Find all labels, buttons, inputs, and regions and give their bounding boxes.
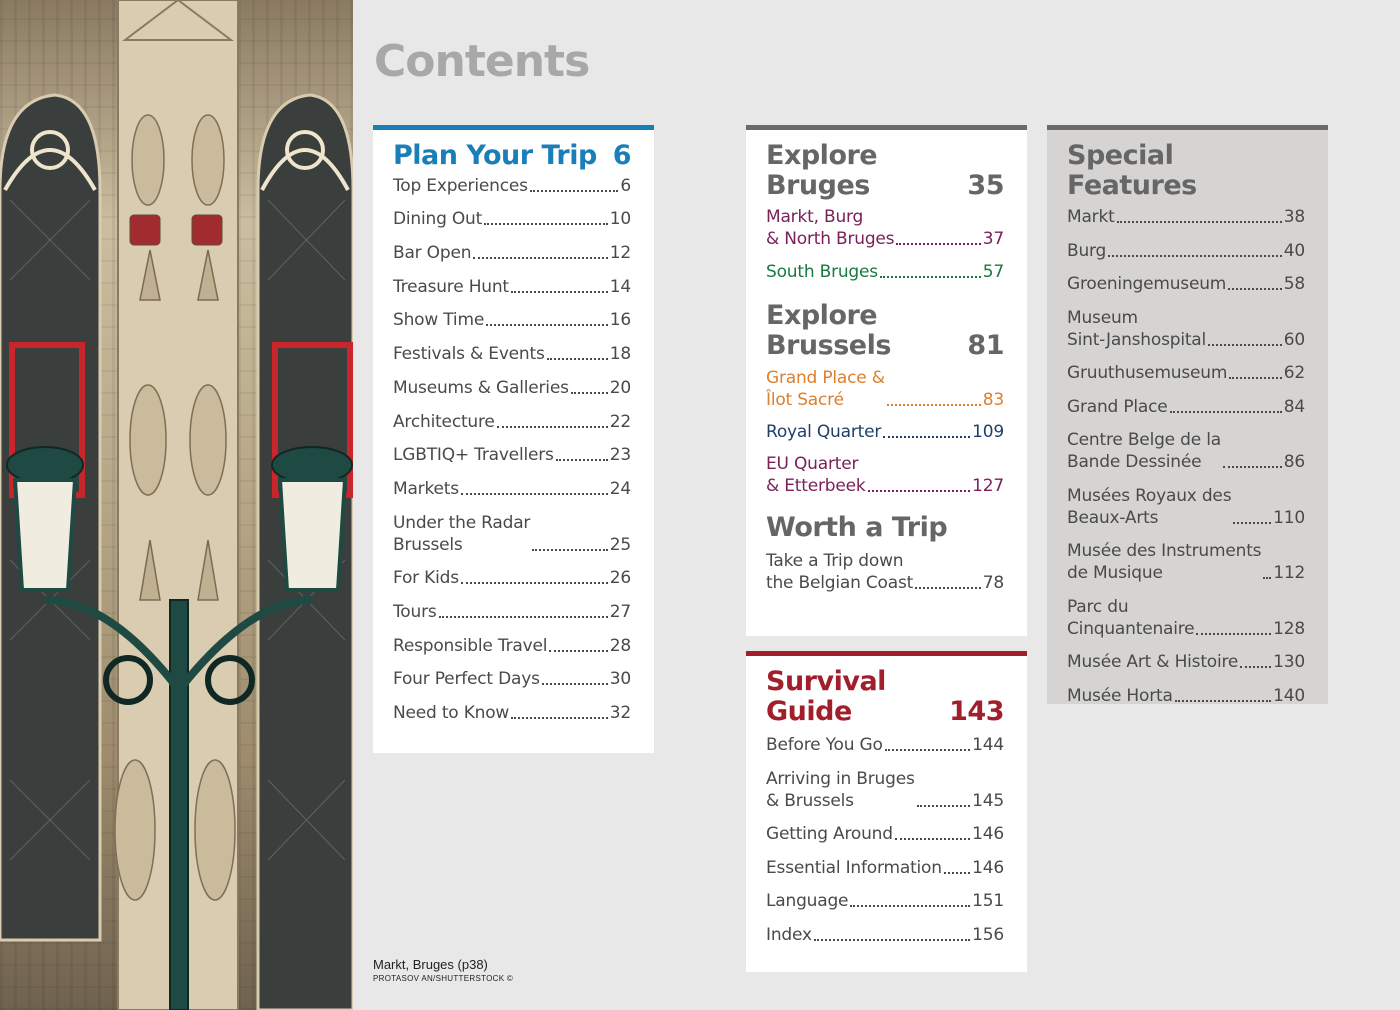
toc-entry-page: 23 bbox=[609, 445, 631, 466]
toc-entry-title: Dining Out bbox=[393, 209, 483, 230]
toc-entry-title: Grand Place & Îlot Sacré bbox=[766, 367, 885, 410]
plan-toc-entry[interactable] bbox=[393, 242, 631, 264]
plan-toc-entry[interactable] bbox=[393, 175, 631, 197]
toc-entry-page: 57 bbox=[982, 262, 1004, 283]
explore-brussels-heading-text: Explore Brussels bbox=[766, 300, 891, 362]
toc-entry-page: 60 bbox=[1283, 329, 1305, 350]
plan-toc-entry[interactable] bbox=[393, 702, 631, 724]
plan-toc-entry[interactable] bbox=[393, 208, 631, 230]
dot-leader bbox=[484, 223, 608, 225]
special-toc-entry[interactable] bbox=[1067, 240, 1305, 262]
dot-leader bbox=[1175, 700, 1271, 702]
toc-entry-title: Musées Royaux des Beaux-Arts bbox=[1067, 485, 1232, 528]
toc-entry-title: Markets bbox=[393, 478, 459, 499]
dot-leader bbox=[1240, 666, 1271, 668]
toc-entry-title: Architecture bbox=[393, 411, 495, 432]
toc-entry-title: Markt bbox=[1067, 207, 1115, 228]
toc-entry-page: 86 bbox=[1283, 452, 1305, 473]
dot-leader bbox=[1117, 221, 1282, 223]
toc-entry-title: South Bruges bbox=[766, 262, 878, 283]
dot-leader bbox=[915, 587, 981, 589]
explore-panel bbox=[746, 125, 1027, 636]
toc-entry-page: 27 bbox=[609, 601, 631, 622]
dot-leader bbox=[1223, 466, 1282, 468]
survival-accent-bar bbox=[746, 651, 1027, 656]
survival-toc-entry[interactable] bbox=[766, 734, 1004, 756]
toc-entry-page: 62 bbox=[1283, 363, 1305, 384]
toc-entry-title: Musée Horta bbox=[1067, 685, 1173, 706]
plan-toc-entry[interactable] bbox=[393, 567, 631, 589]
dot-leader bbox=[1196, 633, 1271, 635]
special-toc-entry[interactable] bbox=[1067, 273, 1305, 295]
dot-leader bbox=[439, 616, 608, 618]
dot-leader bbox=[850, 905, 970, 907]
explore-accent-bar bbox=[746, 125, 1027, 130]
dot-leader bbox=[547, 358, 608, 360]
toc-entry-page: 14 bbox=[609, 276, 631, 297]
survival-guide-panel bbox=[746, 651, 1027, 972]
dot-leader bbox=[549, 650, 608, 652]
toc-entry-title: Getting Around bbox=[766, 824, 893, 845]
plan-toc-entry[interactable] bbox=[393, 309, 631, 331]
special-toc-entry[interactable] bbox=[1067, 396, 1305, 418]
plan-heading-page: 6 bbox=[612, 140, 631, 171]
dot-leader bbox=[880, 276, 981, 278]
toc-entry-page: 84 bbox=[1283, 396, 1305, 417]
explore-brussels-entry-list bbox=[766, 367, 1004, 497]
bruges-toc-entry[interactable] bbox=[766, 261, 1004, 283]
survival-heading-page: 143 bbox=[949, 695, 1004, 727]
survival-toc-entry[interactable] bbox=[766, 857, 1004, 879]
toc-entry-title: Tours bbox=[393, 601, 437, 622]
toc-entry-title: Museum Sint-Janshospital bbox=[1067, 307, 1207, 350]
toc-entry-page: 16 bbox=[609, 310, 631, 331]
toc-entry-title: Musée des Instruments de Musique bbox=[1067, 541, 1262, 584]
dot-leader bbox=[1228, 288, 1282, 290]
special-toc-entry[interactable] bbox=[1067, 307, 1305, 351]
brussels-toc-entry[interactable] bbox=[766, 421, 1004, 443]
toc-entry-page: 83 bbox=[982, 389, 1004, 410]
dot-leader bbox=[542, 683, 608, 685]
toc-entry-page: 140 bbox=[1273, 685, 1305, 706]
toc-entry-title: Groeningemuseum bbox=[1067, 274, 1227, 295]
special-features-panel bbox=[1047, 125, 1328, 704]
bruges-toc-entry[interactable] bbox=[766, 206, 1004, 250]
toc-entry-page: 10 bbox=[609, 209, 631, 230]
dot-leader bbox=[497, 426, 608, 428]
dot-leader bbox=[461, 493, 608, 495]
special-toc-entry[interactable] bbox=[1067, 206, 1305, 228]
toc-entry-title: Essential Information bbox=[766, 857, 942, 878]
dot-leader bbox=[885, 749, 970, 751]
toc-entry-title: Arriving in Bruges & Brussels bbox=[766, 768, 915, 811]
toc-entry-page: 18 bbox=[609, 344, 631, 365]
toc-entry-page: 40 bbox=[1283, 240, 1305, 261]
toc-entry-title: Four Perfect Days bbox=[393, 669, 540, 690]
special-toc-entry[interactable] bbox=[1067, 596, 1305, 640]
plan-toc-entry[interactable] bbox=[393, 343, 631, 365]
dot-leader bbox=[944, 872, 970, 874]
dot-leader bbox=[571, 392, 608, 394]
toc-entry-page: 130 bbox=[1273, 652, 1305, 673]
photo-credit: PROTASOV AN/SHUTTERSTOCK © bbox=[373, 974, 514, 983]
plan-toc-entry[interactable] bbox=[393, 512, 631, 556]
explore-brussels-heading-page: 81 bbox=[967, 330, 1004, 362]
dot-leader bbox=[917, 805, 971, 807]
toc-entry-page: 156 bbox=[972, 924, 1004, 945]
toc-entry-page: 151 bbox=[972, 891, 1004, 912]
explore-bruges-entry-list bbox=[766, 206, 1004, 283]
special-toc-entry[interactable] bbox=[1067, 362, 1305, 384]
toc-entry-page: 20 bbox=[609, 377, 631, 398]
dot-leader bbox=[1233, 522, 1271, 524]
worth-toc-entry[interactable] bbox=[766, 550, 1004, 594]
plan-toc-entry[interactable] bbox=[393, 478, 631, 500]
toc-entry-title: Centre Belge de la Bande Dessinée bbox=[1067, 430, 1221, 473]
survival-toc-entry[interactable] bbox=[766, 823, 1004, 845]
survival-heading bbox=[766, 667, 1004, 726]
toc-entry-page: 24 bbox=[609, 478, 631, 499]
special-toc-entry[interactable] bbox=[1067, 429, 1305, 473]
toc-entry-title: Top Experiences bbox=[393, 175, 528, 196]
dot-leader bbox=[486, 324, 608, 326]
toc-entry-title: Language bbox=[766, 891, 849, 912]
dot-leader bbox=[1170, 411, 1282, 413]
toc-entry-page: 26 bbox=[609, 568, 631, 589]
toc-entry-title: Under the Radar Brussels bbox=[393, 512, 531, 555]
survival-toc-entry[interactable] bbox=[766, 890, 1004, 912]
toc-entry-title: Bar Open bbox=[393, 243, 472, 264]
toc-entry-title: Gruuthusemuseum bbox=[1067, 363, 1228, 384]
special-entry-list bbox=[1067, 206, 1305, 707]
toc-entry-page: 144 bbox=[972, 735, 1004, 756]
gothic-facade-illustration bbox=[0, 0, 353, 1010]
dot-leader bbox=[1108, 255, 1282, 257]
plan-toc-entry[interactable] bbox=[393, 444, 631, 466]
toc-entry-page: 30 bbox=[609, 669, 631, 690]
plan-accent-bar bbox=[373, 125, 654, 130]
dot-leader bbox=[896, 243, 980, 245]
toc-entry-title: Show Time bbox=[393, 310, 485, 331]
toc-entry-page: 28 bbox=[609, 635, 631, 656]
plan-toc-entry[interactable] bbox=[393, 635, 631, 657]
toc-entry-page: 6 bbox=[620, 175, 631, 196]
toc-entry-title: LGBTIQ+ Travellers bbox=[393, 445, 554, 466]
toc-entry-page: 38 bbox=[1283, 207, 1305, 228]
special-toc-entry[interactable] bbox=[1067, 540, 1305, 584]
toc-entry-title: Markt, Burg & North Bruges bbox=[766, 207, 895, 250]
toc-entry-title: Need to Know bbox=[393, 703, 510, 723]
dot-leader bbox=[530, 190, 619, 192]
explore-bruges-heading-text: Explore Bruges bbox=[766, 140, 878, 201]
special-accent-bar bbox=[1047, 125, 1328, 130]
toc-entry-title: Burg bbox=[1067, 240, 1107, 261]
dot-leader bbox=[1208, 344, 1282, 346]
toc-entry-title: Take a Trip down the Belgian Coast bbox=[766, 551, 914, 594]
worth-trip-heading bbox=[766, 513, 1004, 543]
toc-entry-page: 145 bbox=[972, 790, 1004, 811]
explore-brussels-heading bbox=[766, 301, 1004, 360]
survival-toc-entry[interactable] bbox=[766, 924, 1004, 946]
cover-photo bbox=[0, 0, 353, 1010]
plan-toc-entry[interactable] bbox=[393, 411, 631, 433]
toc-entry-page: 127 bbox=[972, 475, 1004, 496]
toc-entry-title: Musée Art & Histoire bbox=[1067, 652, 1239, 673]
plan-heading bbox=[393, 141, 631, 171]
photo-caption bbox=[373, 957, 513, 983]
dot-leader bbox=[887, 404, 981, 406]
plan-toc-entry[interactable] bbox=[393, 276, 631, 298]
toc-entry-page: 146 bbox=[972, 824, 1004, 845]
page-title: Contents bbox=[374, 36, 590, 87]
special-heading bbox=[1067, 141, 1305, 200]
dot-leader bbox=[1263, 577, 1271, 579]
dot-leader bbox=[1229, 377, 1282, 379]
toc-entry-title: Treasure Hunt bbox=[393, 276, 509, 297]
explore-bruges-heading-page: 35 bbox=[967, 169, 1004, 201]
special-toc-entry[interactable] bbox=[1067, 651, 1305, 673]
toc-entry-title: Festivals & Events bbox=[393, 344, 545, 365]
survival-heading-text: Survival Guide bbox=[766, 666, 886, 727]
special-heading-text: Special Features bbox=[1067, 140, 1197, 201]
toc-entry-title: EU Quarter & Etterbeek bbox=[766, 453, 866, 496]
brussels-toc-entry[interactable] bbox=[766, 367, 1004, 411]
toc-entry-page: 78 bbox=[982, 573, 1004, 594]
toc-entry-page: 12 bbox=[609, 243, 631, 264]
plan-toc-entry[interactable] bbox=[393, 601, 631, 623]
dot-leader bbox=[532, 549, 608, 551]
toc-entry-title: Royal Quarter bbox=[766, 421, 882, 442]
worth-trip-entry-list bbox=[766, 550, 1004, 594]
toc-entry-title: Responsible Travel bbox=[393, 635, 548, 656]
plan-toc-entry[interactable] bbox=[393, 668, 631, 690]
brussels-toc-entry[interactable] bbox=[766, 453, 1004, 497]
toc-entry-page: 32 bbox=[609, 703, 631, 723]
dot-leader bbox=[895, 838, 970, 840]
toc-entry-page: 37 bbox=[982, 229, 1004, 250]
special-toc-entry[interactable] bbox=[1067, 685, 1305, 707]
plan-toc-entry[interactable] bbox=[393, 377, 631, 399]
explore-bruges-heading bbox=[766, 141, 1004, 200]
worth-trip-heading-text: Worth a Trip bbox=[766, 511, 948, 543]
toc-entry-title: Parc du Cinquantenaire bbox=[1067, 596, 1195, 639]
dot-leader bbox=[868, 490, 971, 492]
toc-entry-page: 22 bbox=[609, 411, 631, 432]
toc-entry-page: 25 bbox=[609, 534, 631, 555]
dot-leader bbox=[473, 257, 607, 259]
toc-entry-page: 110 bbox=[1273, 507, 1305, 528]
dot-leader bbox=[511, 291, 608, 293]
plan-heading-text: Plan Your Trip bbox=[393, 140, 597, 171]
plan-entry-list bbox=[393, 175, 631, 724]
toc-entry-title: Index bbox=[766, 924, 812, 945]
dot-leader bbox=[814, 939, 970, 941]
toc-entry-title: Before You Go bbox=[766, 735, 883, 756]
survival-entry-list bbox=[766, 734, 1004, 946]
special-toc-entry[interactable] bbox=[1067, 485, 1305, 529]
toc-entry-page: 58 bbox=[1283, 274, 1305, 295]
toc-entry-page: 128 bbox=[1273, 618, 1305, 639]
toc-entry-page: 109 bbox=[972, 421, 1004, 442]
photo-caption-text: Markt, Bruges (p38) bbox=[373, 957, 488, 972]
toc-entry-title: For Kids bbox=[393, 568, 459, 589]
toc-entry-page: 112 bbox=[1273, 563, 1306, 584]
toc-entry-title: Grand Place bbox=[1067, 396, 1168, 417]
toc-entry-page: 146 bbox=[972, 857, 1004, 878]
plan-your-trip-panel bbox=[373, 125, 654, 753]
dot-leader bbox=[461, 582, 608, 584]
toc-entry-title: Museums & Galleries bbox=[393, 377, 569, 398]
dot-leader bbox=[511, 717, 608, 719]
survival-toc-entry[interactable] bbox=[766, 768, 1004, 812]
dot-leader bbox=[556, 459, 608, 461]
dot-leader bbox=[883, 436, 970, 438]
